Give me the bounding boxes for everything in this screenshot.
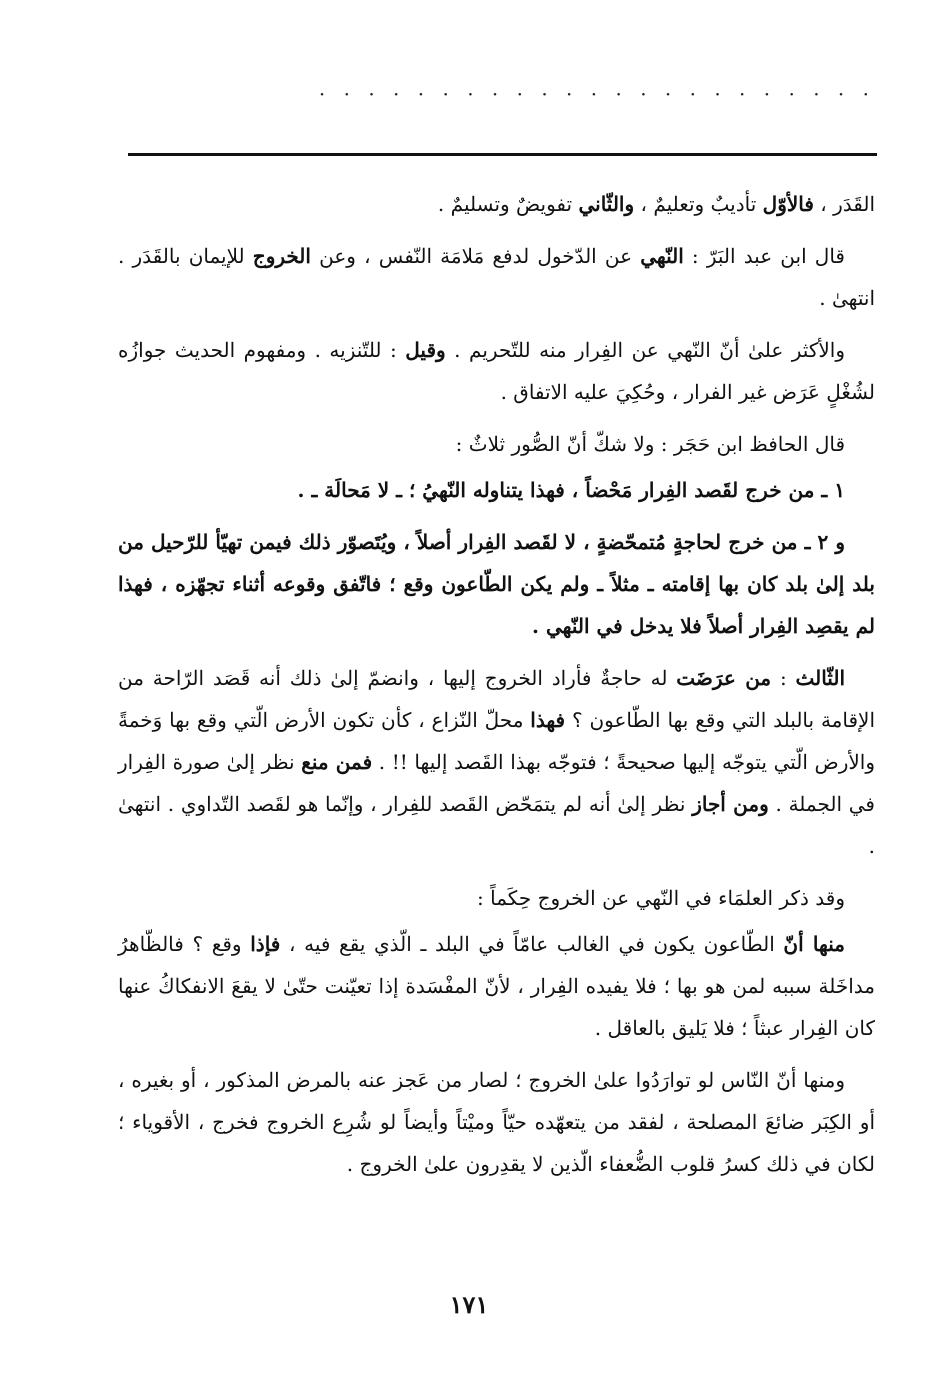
paragraph [118, 423, 875, 465]
bold-text-run: ومن أجاز [692, 792, 769, 816]
text-run: للإيمان بالقَدَر . انتهىٰ . [118, 244, 875, 310]
text-run: والأكثر علىٰ أنّ النّهي عن الفِرار منه للتّحريم . [445, 338, 845, 362]
text-run: عن الدّخول لدفع مَلامَة النّفس ، وعن [310, 244, 641, 268]
text-run: تفويضٌ وتسليمٌ . [437, 192, 579, 216]
paragraph [118, 1059, 875, 1185]
text-run: : للتّنزيه . ومفهوم الحديث جوازُه لشُغْلٍ عَرَض غير الفرار ، وحُكِيَ عليه الاتفاق . [118, 338, 875, 404]
bold-text-run: فهذا [530, 708, 566, 732]
text-run: وقد ذكر العلمَاء في النّهي عن الخروج حِكَماً : [477, 886, 845, 910]
bold-text-run: و ٢ ـ من خرج لحاجةٍ مُتمحّضةٍ ، لا لقَصد الفِرار أصلاً ، ويُتَصوّر ذلك فيمن تهيّأ للرّحيل من بلد إلىٰ بلد كان بها إقامته ـ مثلاً ـ ولم يكن الطّاعون وقع ؛ فاتّفق وقوعه أثناء تجهّزه ، فهذا لم يقصِد الفِرار أصلاً فلا يدخل في النّهي . [118, 530, 875, 638]
text-run: تأديبٌ وتعليمٌ ، [634, 192, 763, 216]
page-body [118, 183, 875, 1195]
text-run: القَدَر ، [813, 192, 875, 216]
paragraph [118, 657, 875, 867]
text-run: نظر إلىٰ أنه لم يتمَحّض القَصد للفِرار ، وإنّما هو لقَصد التّداوي . انتهىٰ . [118, 792, 875, 858]
text-run: قال الحافظ ابن حَجَر : ولا شكّ أنّ الصُّور ثلاثٌ : [455, 432, 845, 456]
header-dotted-line: · · · · · · · · · · · · · · · · · · · · · · · [318, 84, 875, 104]
bold-text-run: الخروج [252, 244, 311, 268]
text-run: وقع ؟ فالظّاهرُ مداخَلة سببه لمن هو بها ؛ فلا يفيده الفِرار ، لأنّ المفْسَدة إذا تعيّنت حتّىٰ لا يقعَ الانفكاكُ عنها كان الفِرار عبثاً ؛ فلا يَليق بالعاقل . [118, 932, 876, 1040]
bold-text-run: الثّالث [795, 666, 845, 690]
bold-text-run: من عرَضَت [676, 666, 772, 690]
bold-text-run: النّهي [640, 244, 684, 268]
paragraph [118, 183, 875, 225]
text-run: قال ابن عبد البَرّ : [683, 244, 845, 268]
header-rule [128, 153, 877, 156]
paragraph [118, 877, 875, 919]
text-run: : [771, 666, 796, 690]
text-run: نظر إلىٰ صورة الفِرار في الجملة . [118, 750, 875, 816]
bold-text-run: منها أنّ [783, 932, 845, 956]
paragraph [118, 329, 875, 413]
paragraph [118, 235, 875, 319]
bold-text-run: فالأوّل [762, 192, 814, 216]
paragraph [118, 469, 875, 511]
text-run: له حاجةٌ فأراد الخروج إليها ، وانضمّ إلىٰ ذلك أنه قَصَد الرّاحة من الإقامة بالبلد التي وقع بها الطّاعون ؟ [118, 666, 875, 732]
text-run: ومنها أنّ النّاس لو توارَدُوا علىٰ الخروج ؛ لصار من عَجز عنه بالمرض المذكور ، أو بغيره ، أو الكِبَر ضائعَ المصلحة ، لفقد من يتعهّده حيّاً وميْتاً وأيضاً لو شُرِع الخروج فخرج ، الأقوياء ؛ لكان في ذلك كسرُ قلوب الضُّعفاء الّذين لا يقدِرون علىٰ الخروج . [118, 1068, 875, 1176]
bold-text-run: فإذا [250, 932, 281, 956]
bold-text-run: والثّاني [578, 192, 635, 216]
paragraph [118, 521, 875, 647]
text-run: محلّ النّزاع ، كأن تكون الأرض الّتي وقع بها وَخمةً والأرض الّتي يتوجّه إليها صحيحةً ؛ فتوجّه بهذا القَصد إليها !! . [118, 708, 875, 774]
paragraph [118, 923, 875, 1049]
bold-text-run: وقيل [405, 338, 446, 362]
page-number: ١٧١ [449, 1290, 489, 1319]
text-run: الطّاعون يكون في الغالب عامّاً في البلد ـ الّذي يقع فيه ، [280, 932, 784, 956]
bold-text-run: ١ ـ من خرج لقَصد الفِرار مَحْضاً ، فهذا يتناوله النّهيُ ؛ ـ لا مَحالَة ـ . [297, 478, 845, 502]
bold-text-run: فمن منع [301, 750, 373, 774]
